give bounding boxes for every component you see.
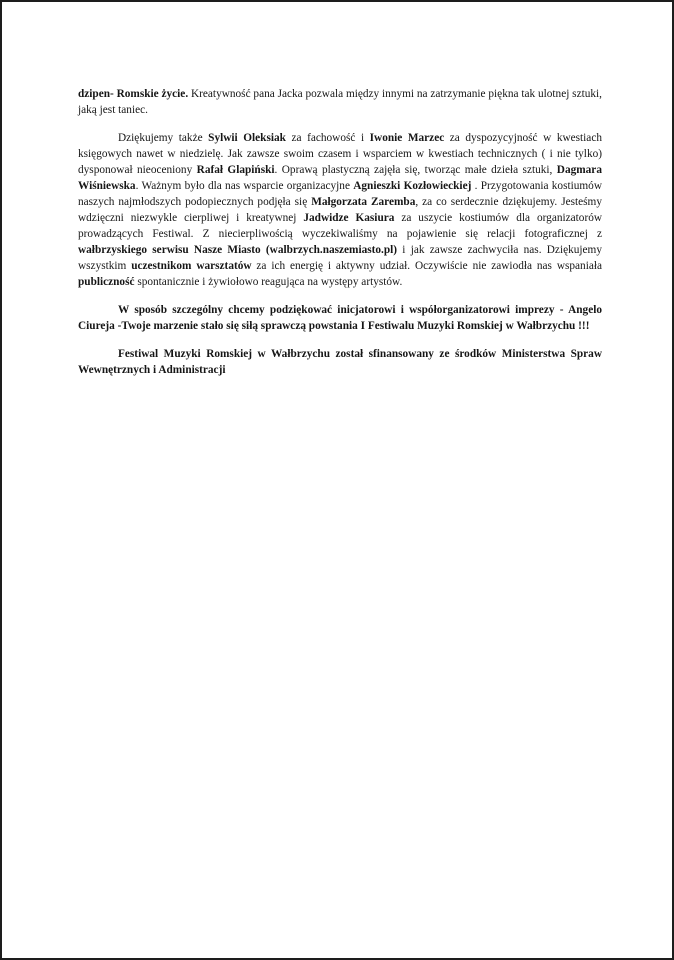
emphasis-run: Iwonie Marzec [369, 132, 445, 145]
paragraph-2 [78, 130, 602, 290]
emphasis-run: dzipen- Romskie życie. [78, 88, 189, 100]
text-run: . Przygotowania kostiumów naszych najmłodszych podopiecznych podjęła się [78, 180, 602, 209]
text-run: za ich energię i aktywny udział. Oczywiście nie zawiodła nas wspaniała [251, 260, 603, 273]
emphasis-run: wałbrzyskiego serwisu Nasze Miasto (walbrzych.naszemiasto.pl) [78, 244, 398, 257]
emphasis-run: Rafał Glapiński [196, 164, 275, 177]
page-sheet [2, 2, 672, 958]
text-run: , za co serdecznie dziękujemy. Jesteśmy wdzięczni niezwykle cierpliwej i kreatywnej [78, 196, 602, 225]
paragraph-1 [78, 86, 602, 118]
text-run: za fachowość i [285, 132, 370, 145]
text-run: Kreatywność pana Jacka pozwala między innymi na zatrzymanie piękna tak ulotnej sztuki, jaką jest taniec. [78, 88, 602, 117]
text-run: spontanicznie i żywiołowo reagująca na występy artystów. [134, 276, 403, 289]
paragraph-3 [78, 302, 602, 334]
emphasis-run: Festiwal Muzyki Romskiej w Wałbrzychu został sfinansowany ze środków Ministerstwa Spraw Wewnętrznych i Administracji [78, 348, 602, 377]
text-run: i jak zawsze zachwyciła nas. Dziękujemy wszystkim [78, 244, 602, 273]
text-run: za uszycie kostiumów dla organizatorów prowadzących Festiwal. Z niecierpliwością wyczekiwaliśmy na pojawienie się relacji fotograficznej z [78, 212, 603, 241]
emphasis-run: W sposób szczególny chcemy podziękować inicjatorowi i współorganizatorowi imprezy - Angelo Ciureja -Twoje marzenie stało się siłą sprawczą powstania I Festiwalu Muzyki Romskiej w Wałbrzychu !!! [78, 304, 602, 333]
emphasis-run: Małgorzata Zaremba [311, 196, 416, 209]
text-run: za dyspozycyjność w kwestiach księgowych nawet w niedzielę. Jak zawsze swoim czasem i wsparciem w kwestiach technicznych ( i nie tylko) dysponował nieoceniony [78, 132, 602, 177]
text-run: Dziękujemy także [118, 132, 209, 145]
document-text-body [78, 86, 602, 379]
text-run: . Oprawą plastyczną zajęła się, tworząc małe dzieła sztuki, [274, 164, 557, 177]
emphasis-run: Jadwidze Kasiura [303, 212, 395, 225]
emphasis-run: Sylwii Oleksiak [208, 132, 286, 145]
text-run: . Ważnym było dla nas wsparcie organizacyjne [135, 180, 354, 193]
emphasis-run: publiczność [78, 276, 135, 289]
paragraph-4 [78, 346, 602, 378]
emphasis-run: uczestnikom warsztatów [131, 260, 252, 273]
emphasis-run: Dagmara Wiśniewska [78, 164, 602, 193]
emphasis-run: Agnieszki Kozłowieckiej [353, 180, 472, 193]
